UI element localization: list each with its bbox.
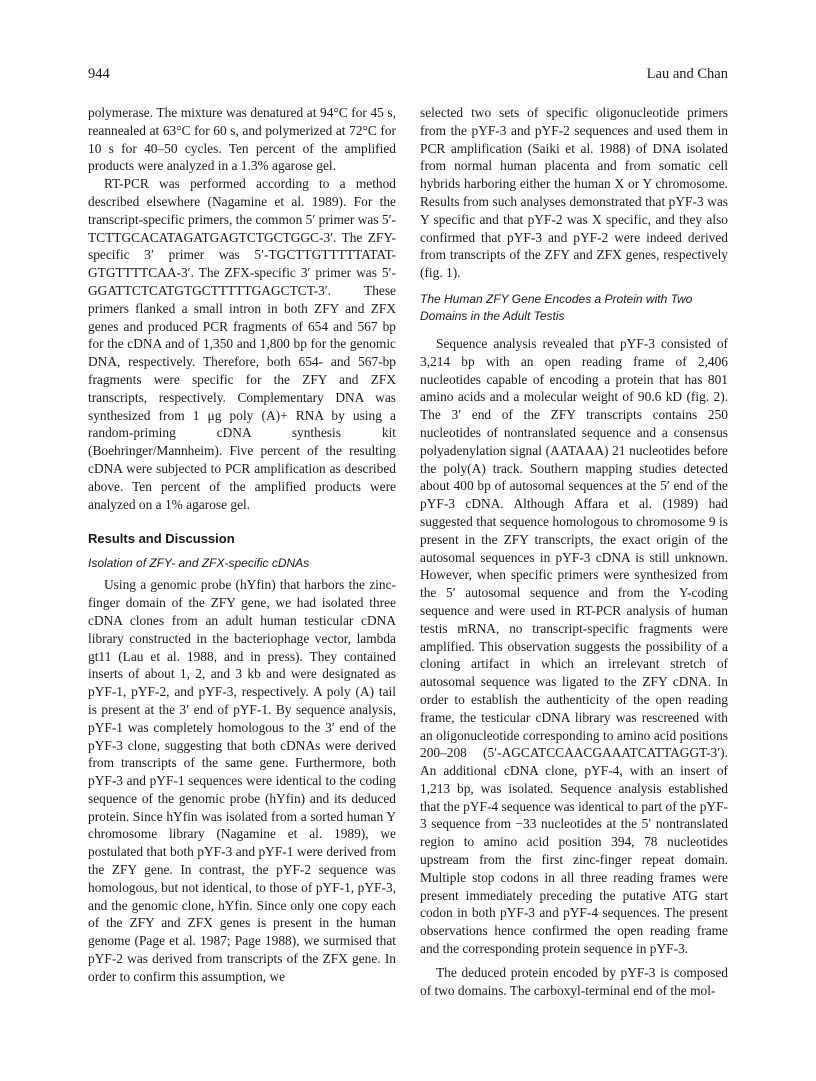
running-head: Lau and Chan — [646, 66, 728, 82]
subheading-isolation: Isolation of ZFY- and ZFX-specific cDNAs — [88, 556, 310, 571]
left-column — [88, 104, 396, 986]
right-column — [420, 104, 728, 999]
paragraph-rt-pcr: RT-PCR was performed according to a method described elsewhere (Nagamine et al. 1989). For the transcript-specific primers, the common 5′ primer was 5′-TCTTGCACATAGATGAGTCTGCTGGC-3′. The ZFY-specific 3′ primer was 5′-TGCTTGTTTTTATAT-GTGTTTTCAA-3′. The ZFX-specific 3′ primer was 5′-GGATTCTCATGTGCTTTTTGAGCTCT-3′. These primers flanked a small intron in both ZFY and ZFX genes and produced PCR fragments of 654 and 567 bp for the cDNA and of 1,350 and 1,800 bp for the genomic DNA, respectively. Therefore, both 654- and 567-bp fragments were specific for the ZFY and ZFX transcripts, respectively. Complementary DNA was synthesized from 1 μg poly (A)+ RNA by using a random-priming cDNA synthesis kit (Boehringer/Mannheim). Five percent of the resulting cDNA were subjected to PCR amplification as described above. Ten percent of the amplified products were analyzed on a 1% agarose gel. — [88, 176, 396, 512]
paragraph-deduced-protein: The deduced protein encoded by pYF-3 is composed of two domains. The carboxyl-terminal end of the mol- — [420, 964, 728, 998]
section-heading-results: Results and Discussion — [88, 531, 235, 547]
page-header — [88, 66, 728, 86]
subheading-zfy-protein: The Human ZFY Gene Encodes a Protein with Two Domains in the Adult Testis — [420, 291, 693, 323]
paragraph-isolation: Using a genomic probe (hYfin) that harbors the zinc-finger domain of the ZFY gene, we had isolated three cDNA clones from an adult human testicular cDNA library constructed in the bacteriophage vector, lambda gt11 (Lau et al. 1988, and in press). They contained inserts of about 1, 2, and 3 kb and were designated as pYF-1, pYF-2, and pYF-3, respectively. A poly (A) tail is present at the 3′ end of pYF-1. By sequence analysis, pYF-1 was completely homologous to the 3′ end of the pYF-3 clone, suggesting that both cDNAs were derived from transcripts of the same gene. Furthermore, both pYF-3 and pYF-1 sequences were identical to the coding sequence of the genomic probe (hYfin) and its deduced protein. Since hYfin was isolated from a sorted human Y chromosome library (Nagamine et al. 1989), we postulated that both pYF-3 and pYF-1 were derived from the ZFY gene. In contrast, the pYF-2 sequence was homologous, but not identical, to those of pYF-1, pYF-3, and the genomic clone, hYfin. Since only one copy each of the ZFY and ZFX genes is present in the human genome (Page et al. 1987; Page 1988), we surmised that pYF-2 was derived from transcripts of the ZFX gene. In order to confirm this assumption, we — [88, 577, 396, 984]
page-number: 944 — [88, 66, 110, 82]
paragraph-primer-selection: selected two sets of specific oligonucleotide primers from the pYF-3 and pYF-2 sequences and used them in PCR amplification (Saiki et al. 1988) of DNA isolated from normal human placenta and from somatic cell hybrids harboring either the human X or Y chromosome. Results from such analyses demonstrated that pYF-3 was Y specific and that pYF-2 was X specific, and they also confirmed that pYF-3 and pYF-2 were indeed derived from transcripts of the ZFY and ZFX genes, respectively (fig. 1). — [420, 105, 728, 281]
paragraph-sequence-analysis: Sequence analysis revealed that pYF-3 consisted of 3,214 bp with an open reading frame of 2,406 nucleotides capable of encoding a protein that has 801 amino acids and a molecular weight of 90.6 kD (fig. 2). The 3′ end of the ZFY transcripts contains 250 nucleotides of nontranslated sequence and a consensus polyadenylation signal (AATAAA) 21 nucleotides before the poly(A) track. Southern mapping studies detected about 400 bp of autosomal sequences at the 5′ end of the pYF-3 cDNA. Although Affara et al. (1989) had suggested that sequence homologous to chromosome 9 is present in the ZFY transcripts, the exact origin of the autosomal sequences in pYF-3 cDNA is still unknown. However, when specific primers were synthesized from the 5′ autosomal sequence and from the Y-coding sequence and were used in RT-PCR analysis of human testis mRNA, no transcript-specific fragments were amplified. This observation suggests the possibility of a cloning artifact in which an irrelevant stretch of autosomal sequence was ligated to the ZFY cDNA. In order to establish the authenticity of the open reading frame, the testicular cDNA library was rescreened with an oligonucleotide corresponding to amino acid positions 200–208 (5′-AGCATCCAACGAAATCATTAGGT-3′). An additional cDNA clone, pYF-4, with an insert of 1,213 bp, was isolated. Sequence analysis established that the pYF-4 sequence was identical to part of the pYF-3 sequence from −33 nucleotides at the 5′ nontranslated region to amino acid position 394, 78 nucleotides upstream from the first zinc-finger repeat domain. Multiple stop codons in all three reading frames were present immediately preceding the putative ATG start codon in both pYF-3 and pYF-4 sequences. The present observations hence confirmed the open reading frame and the corresponding protein sequence in pYF-3. — [420, 335, 728, 957]
paragraph-pcr-conditions: polymerase. The mixture was denatured at 94°C for 45 s, reannealed at 63°C for 60 s, and polymerized at 72°C for 10 s for 40–50 cycles. Ten percent of the amplified products were analyzed in a 1.3% agarose gel. — [88, 105, 396, 174]
